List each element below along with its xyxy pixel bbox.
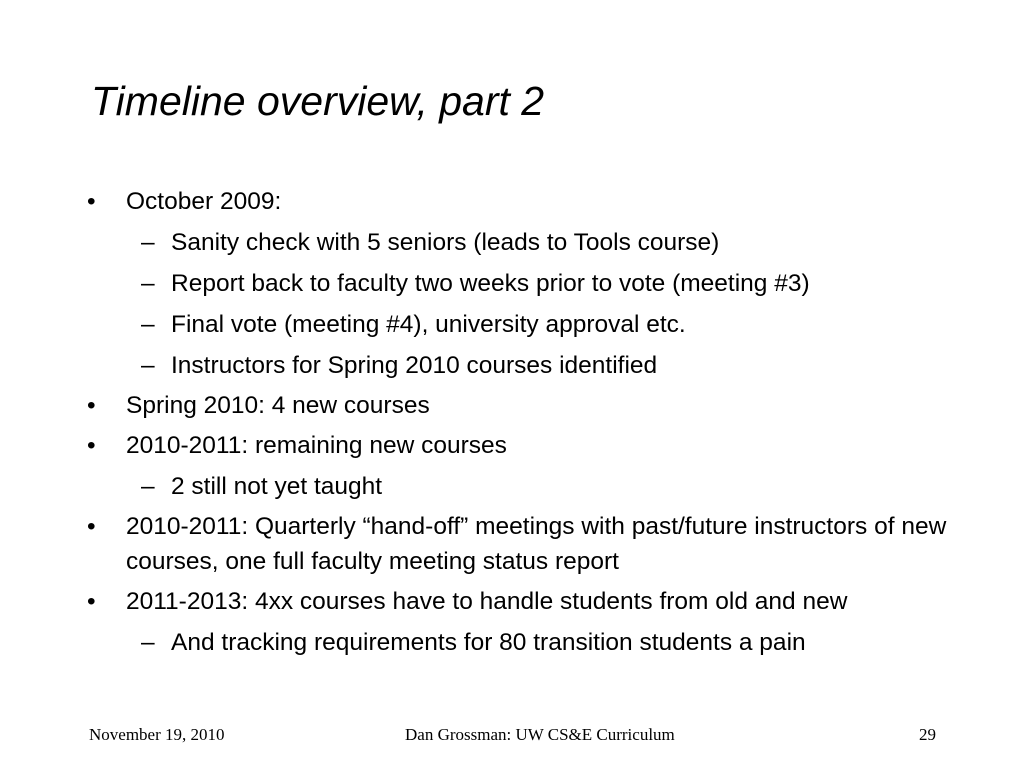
bullet-october-2009 — [0, 184, 1024, 383]
footer-presenter: Dan Grossman: UW CS&E Curriculum — [405, 725, 675, 744]
sub-bullet-dash: – — [141, 473, 155, 500]
bullet-list — [0, 184, 1024, 660]
bullet-dot: • — [87, 432, 96, 459]
sub-bullet-item — [126, 266, 984, 301]
sub-bullet-item — [126, 307, 984, 342]
footer-page-number: 29 — [919, 725, 936, 744]
sub-bullet-text: Sanity check with 5 seniors (leads to Tools course) — [171, 229, 720, 256]
bullet-remaining-courses — [0, 428, 1024, 504]
bullet-dot: • — [87, 513, 96, 540]
bullet-hand-off-meetings — [0, 509, 1024, 579]
bullet-dot: • — [87, 588, 96, 615]
bullet-spring-2010 — [0, 388, 1024, 423]
sub-bullet-item — [126, 225, 984, 260]
sub-bullet-dash: – — [141, 311, 155, 338]
sub-bullet-dash: – — [141, 352, 155, 379]
sub-bullet-list — [126, 469, 984, 504]
bullet-text: Spring 2010: 4 new courses — [126, 392, 430, 419]
sub-bullet-text: Instructors for Spring 2010 courses identified — [171, 352, 658, 379]
sub-bullet-text: 2 still not yet taught — [171, 473, 383, 500]
bullet-text: October 2009: — [126, 188, 282, 215]
sub-bullet-text: And tracking requirements for 80 transition students a pain — [171, 629, 806, 656]
bullet-4xx-courses — [0, 584, 1024, 660]
sub-bullet-dash: – — [141, 629, 155, 656]
bullet-text: 2011-2013: 4xx courses have to handle students from old and new — [126, 588, 848, 615]
sub-bullet-text: Final vote (meeting #4), university approval etc. — [171, 311, 686, 338]
slide-title: Timeline overview, part 2 — [91, 78, 545, 124]
sub-bullet-list — [126, 625, 984, 660]
sub-bullet-dash: – — [141, 229, 155, 256]
bullet-dot: • — [87, 188, 96, 215]
bullet-text: 2010-2011: remaining new courses — [126, 432, 507, 459]
sub-bullet-list — [126, 225, 984, 383]
footer-date: November 19, 2010 — [89, 725, 225, 744]
sub-bullet-text: Report back to faculty two weeks prior to vote (meeting #3) — [171, 270, 810, 297]
sub-bullet-item — [126, 469, 984, 504]
bullet-dot: • — [87, 392, 96, 419]
sub-bullet-item — [126, 625, 984, 660]
sub-bullet-item — [126, 348, 984, 383]
sub-bullet-dash: – — [141, 270, 155, 297]
bullet-text: 2010-2011: Quarterly “hand-off” meetings with past/future instructors of new courses, one full faculty meeting status report — [126, 513, 947, 575]
